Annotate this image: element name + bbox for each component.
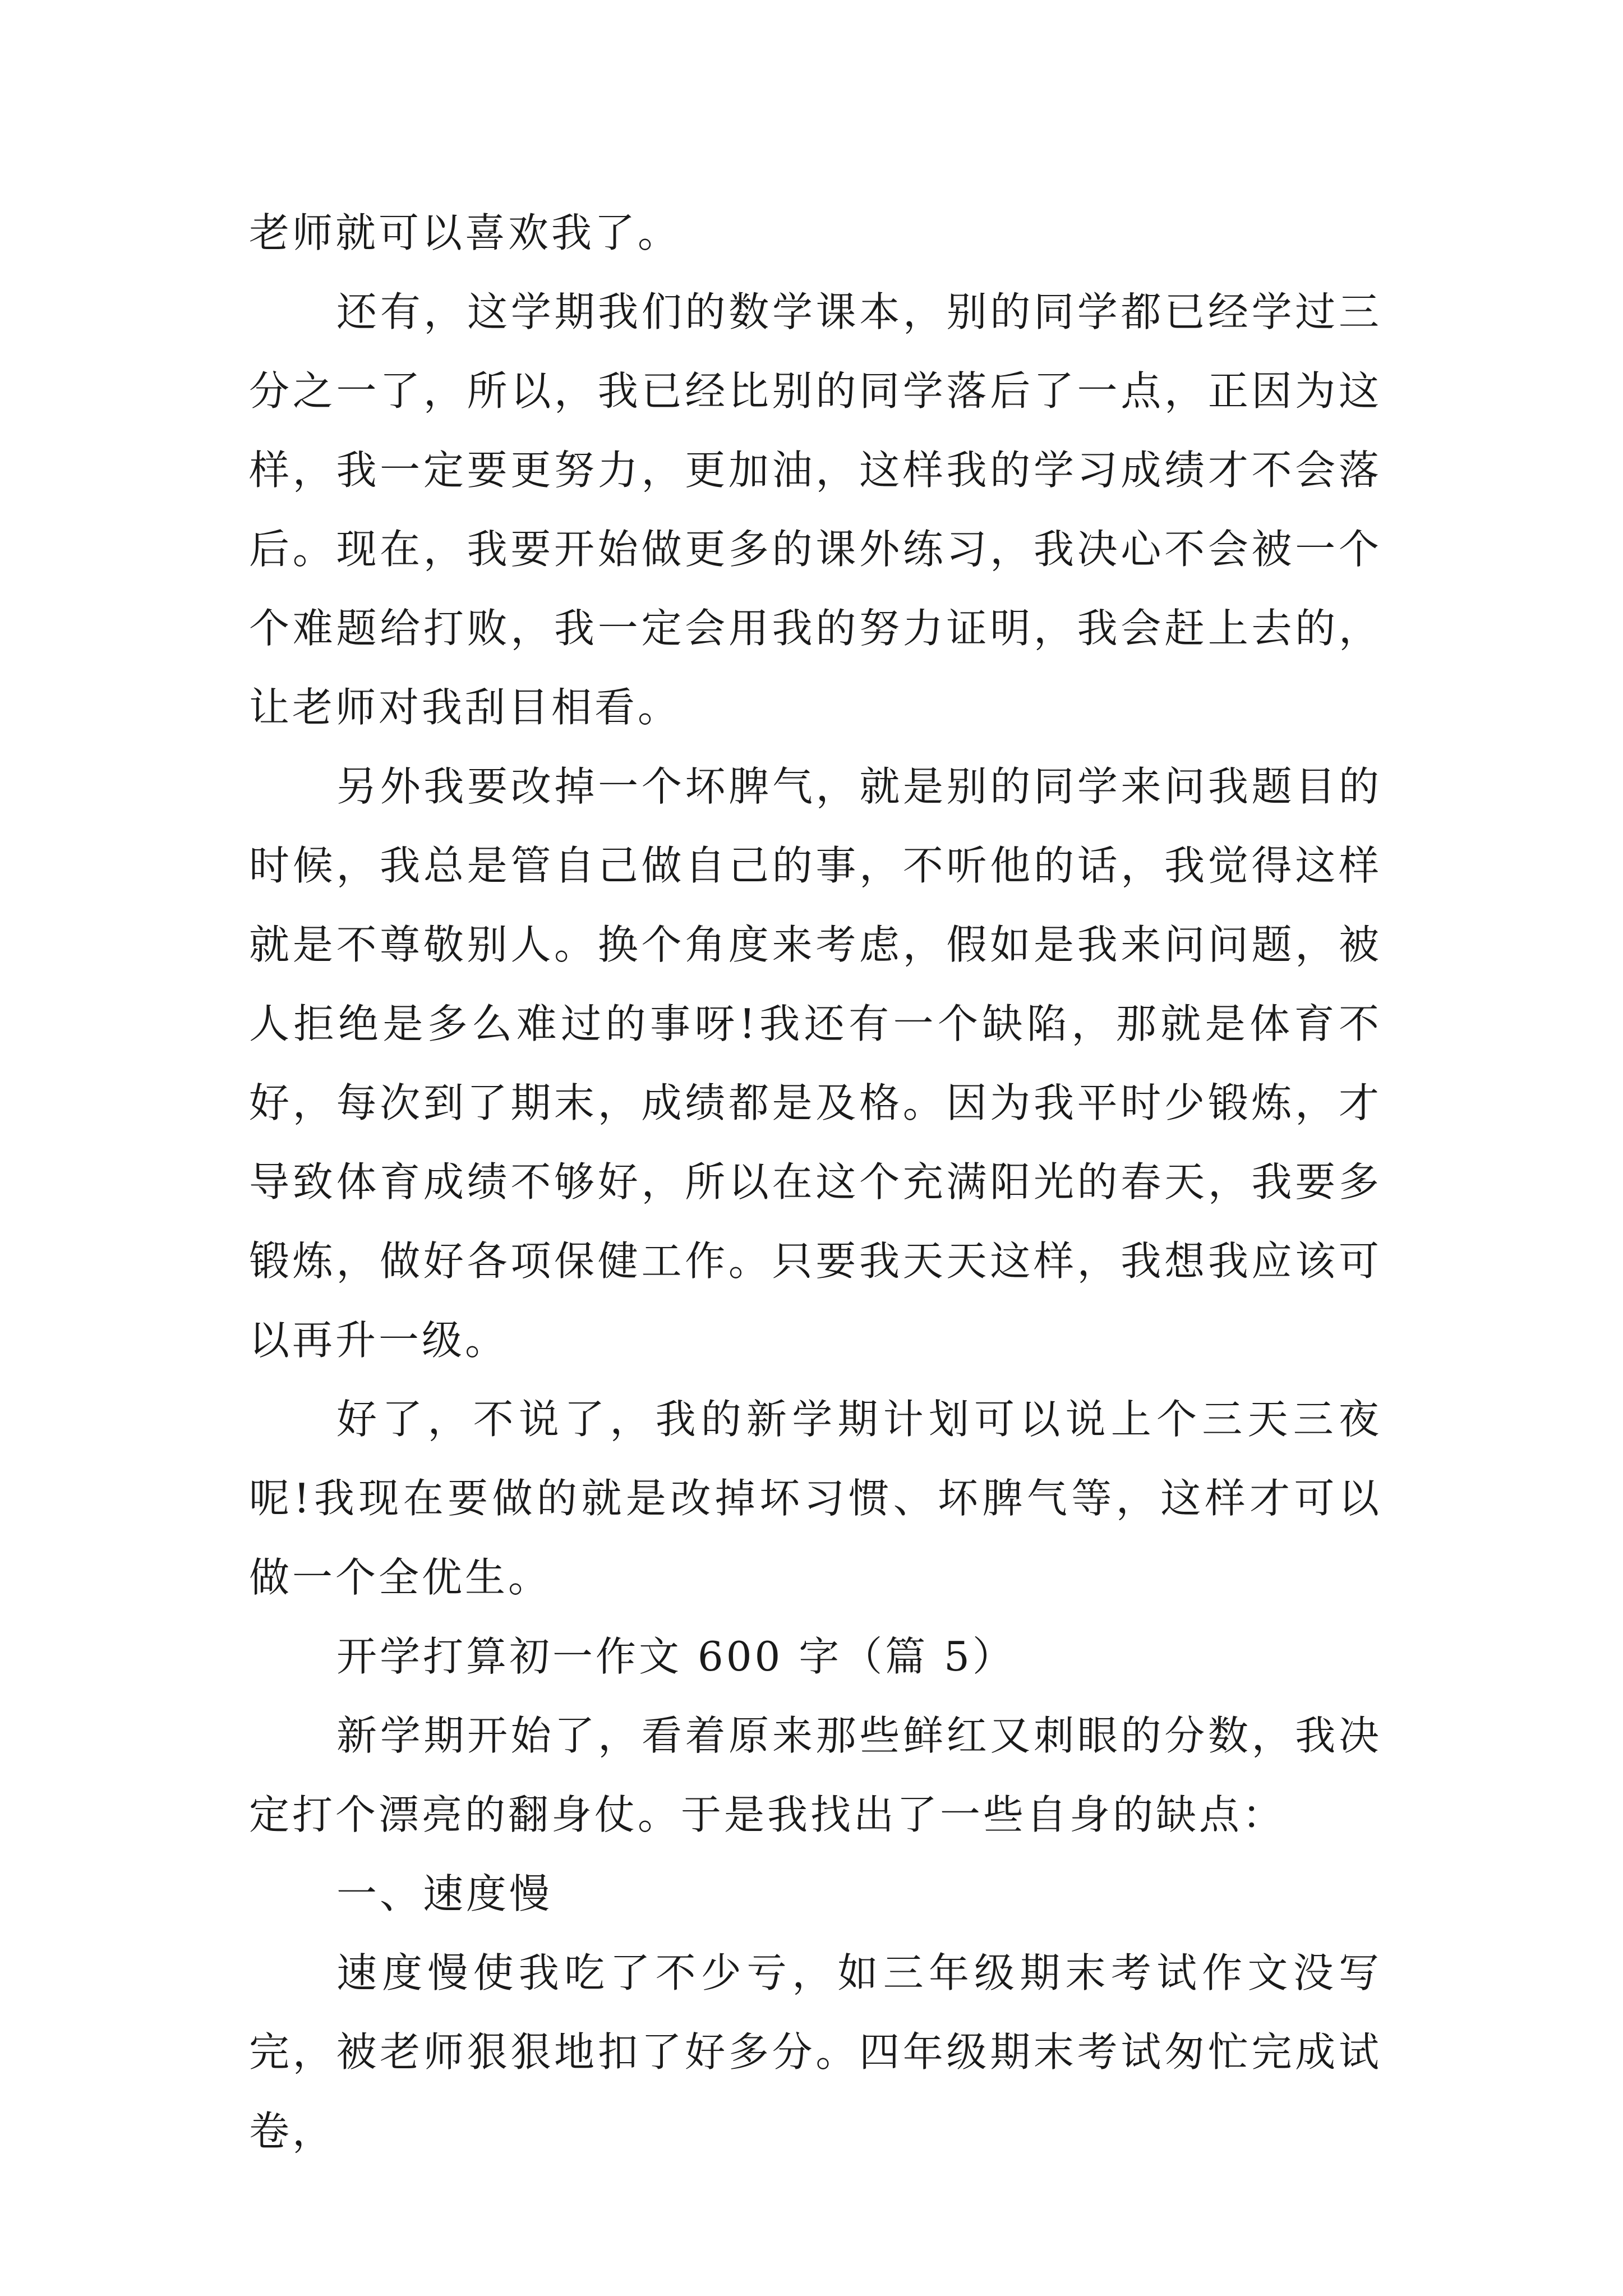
essay-heading: 开学打算初一作文 600 字（篇 5） <box>336 1633 1016 1680</box>
paragraph-temper-and-sports: 另外我要改掉一个坏脾气，就是别的同学来问我题目的时候，我总是管自己做自己的事，不听他的话，我觉得这样就是不尊敬别人。换个角度来考虑，假如是我来问问题，被人拒绝是多么难过的事呀!我还有一个缺陷，那就是体育不好，每次到了期末，成绩都是及格。因为我平时少锻炼，才导致体育成绩不够好，所以在这个充满阳光的春天，我要多锻炼，做好各项保健工作。只要我天天这样，我想我应该可以再升一级。 <box>249 763 1382 1364</box>
paragraph-conclusion: 好了，不说了，我的新学期计划可以说上个三天三夜呢!我现在要做的就是改掉坏习惯、坏脾气等，这样才可以做一个全优生。 <box>249 1396 1382 1601</box>
paragraph-math-progress: 还有，这学期我们的数学课本，别的同学都已经学过三分之一了，所以，我已经比别的同学落后了一点，正因为这样，我一定要更努力，更加油，这样我的学习成绩才不会落后。现在，我要开始做更多的课外练习，我决心不会被一个个难题给打败，我一定会用我的努力证明，我会赶上去的，让老师对我刮目相看。 <box>249 288 1382 731</box>
paragraph-continuation: 老师就可以喜欢我了。 <box>249 209 681 256</box>
document-body <box>249 194 1382 2171</box>
section-heading-speed: 一、速度慢 <box>336 1870 553 1917</box>
paragraph-new-semester: 新学期开始了，看着原来那些鲜红又刺眼的分数，我决定打个漂亮的翻身仗。于是我找出了一些自身的缺点： <box>249 1712 1382 1838</box>
paragraph-speed: 速度慢使我吃了不少亏，如三年级期末考试作文没写完，被老师狠狠地扣了好多分。四年级期末考试匆忙完成试卷， <box>249 1949 1382 2155</box>
